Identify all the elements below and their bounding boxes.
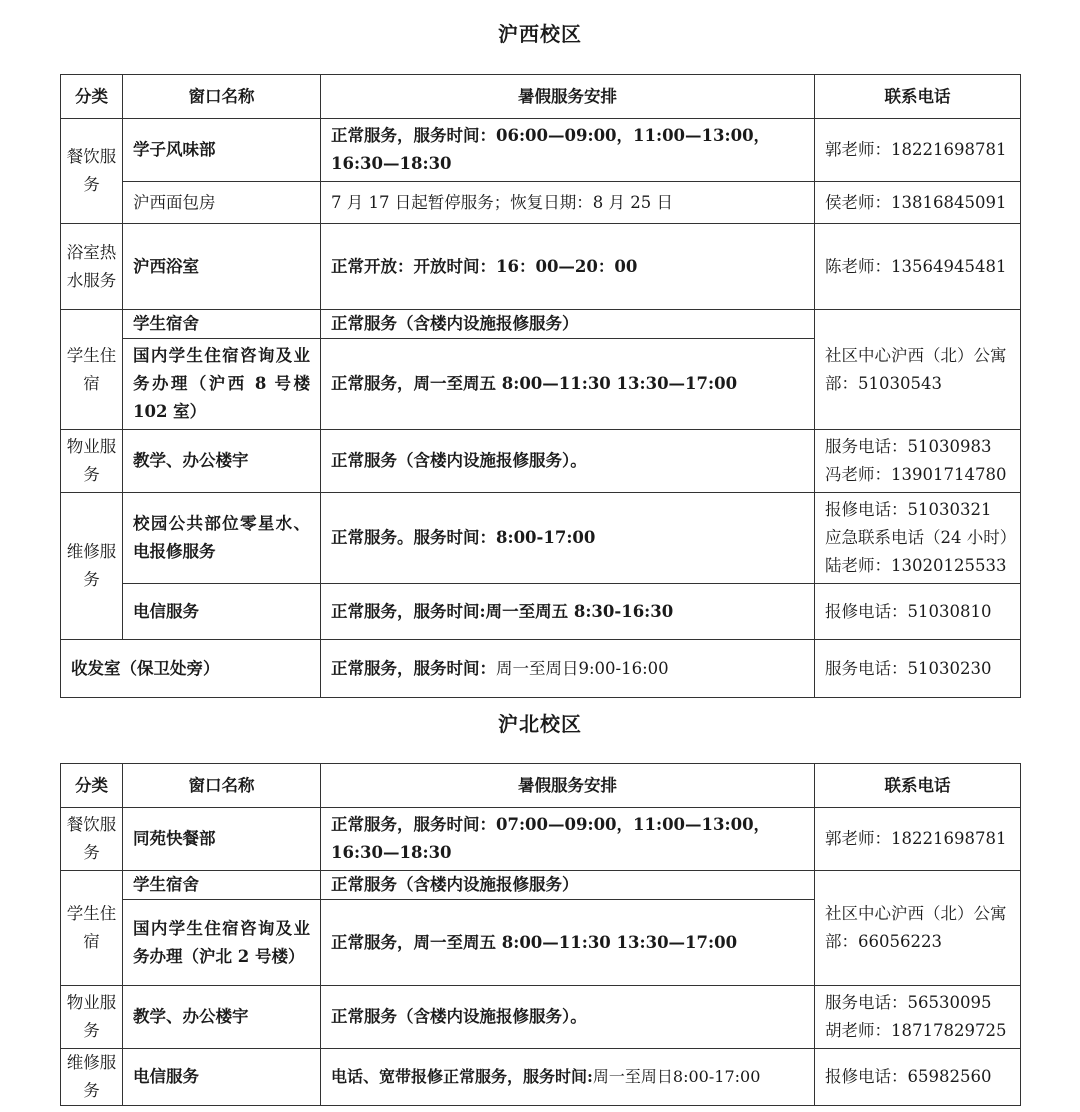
campus-title-huxi: 沪西校区: [498, 22, 582, 46]
table-row: [61, 640, 1021, 698]
contact: [815, 430, 1021, 493]
contact: [815, 493, 1021, 584]
category-property: 物业服务: [61, 986, 123, 1049]
table-header-row: [61, 764, 1021, 808]
window-name: 学子风味部: [123, 119, 321, 182]
table-row: [61, 182, 1021, 224]
table-header-row: [61, 75, 1021, 119]
campus-title-hubei: 沪北校区: [498, 712, 582, 736]
contact-line: 陆老师：13020125533: [825, 556, 1007, 575]
category-bath: 浴室热水服务: [61, 224, 123, 310]
arrangement: 正常开放：开放时间：16：00—20：00: [321, 224, 815, 310]
contact: 报修电话：65982560: [815, 1049, 1021, 1106]
contact: 郭老师：18221698781: [815, 119, 1021, 182]
table-row: [61, 584, 1021, 640]
header-category: 分类: [61, 764, 123, 808]
header-contact: 联系电话: [815, 75, 1021, 119]
arrangement: 7 月 17 日起暂停服务；恢复日期：8 月 25 日: [321, 182, 815, 224]
window-name: 沪西浴室: [123, 224, 321, 310]
arrangement: 正常服务，周一至周五 8:00—11:30 13:30—17:00: [321, 339, 815, 430]
arrangement: 正常服务（含楼内设施报修服务）。: [321, 430, 815, 493]
window-name: 国内学生住宿咨询及业务办理（沪西 8 号楼 102 室）: [123, 339, 321, 430]
header-arrangement: 暑假服务安排: [321, 764, 815, 808]
contact-line: 服务电话：51030983: [825, 437, 992, 456]
header-window-name: 窗口名称: [123, 764, 321, 808]
category-property: 物业服务: [61, 430, 123, 493]
category-dorm: 学生住宿: [61, 310, 123, 430]
window-name: 教学、办公楼宇: [123, 986, 321, 1049]
arrangement-prefix: 电话、宽带报修正常服务，服务时间:: [331, 1067, 593, 1086]
category-dining: 餐饮服务: [61, 808, 123, 871]
window-name: 同苑快餐部: [123, 808, 321, 871]
contact: 社区中心沪西（北）公寓部：51030543: [815, 310, 1021, 430]
arrangement-suffix: 周一至周日8:00-17:00: [592, 1067, 761, 1086]
contact-line: 应急联系电话（24 小时）: [825, 528, 1017, 547]
arrangement-suffix: 周一至周日9:00-16:00: [496, 658, 669, 678]
arrangement: 正常服务，周一至周五 8:00—11:30 13:30—17:00: [321, 900, 815, 986]
arrangement: [321, 640, 815, 698]
contact: 陈老师：13564945481: [815, 224, 1021, 310]
hubei-service-table: [60, 763, 1021, 1106]
arrangement: 正常服务，服务时间：06:00—09:00，11:00—13:00，16:30—18:30: [321, 119, 815, 182]
contact: 郭老师：18221698781: [815, 808, 1021, 871]
arrangement: 正常服务，服务时间:周一至周五 8:30-16:30: [321, 584, 815, 640]
table-row: [61, 986, 1021, 1049]
window-name: 沪西面包房: [123, 182, 321, 224]
contact-line: 胡老师：18717829725: [825, 1021, 1007, 1040]
window-name: 教学、办公楼宇: [123, 430, 321, 493]
table-row: [61, 224, 1021, 310]
table-row: [61, 119, 1021, 182]
contact-line: 报修电话：51030321: [825, 500, 992, 519]
window-name: 电信服务: [123, 1049, 321, 1106]
table-row: [61, 493, 1021, 584]
arrangement: 正常服务（含楼内设施报修服务）: [321, 871, 815, 900]
table-row: [61, 808, 1021, 871]
category-repair: 维修服务: [61, 1049, 123, 1106]
table-row: [61, 871, 1021, 900]
contact-line: 冯老师：13901714780: [825, 465, 1007, 484]
header-category: 分类: [61, 75, 123, 119]
category-repair: 维修服务: [61, 493, 123, 640]
header-contact: 联系电话: [815, 764, 1021, 808]
arrangement-prefix: 正常服务，服务时间：: [331, 658, 496, 678]
header-arrangement: 暑假服务安排: [321, 75, 815, 119]
window-name: 学生宿舍: [123, 871, 321, 900]
contact: 社区中心沪西（北）公寓部：66056223: [815, 871, 1021, 986]
table-row: [61, 1049, 1021, 1106]
window-name: 国内学生住宿咨询及业务办理（沪北 2 号楼）: [123, 900, 321, 986]
window-name: 电信服务: [123, 584, 321, 640]
arrangement: 正常服务（含楼内设施报修服务）。: [321, 986, 815, 1049]
table-row: [61, 310, 1021, 339]
contact: 报修电话：51030810: [815, 584, 1021, 640]
table-row: [61, 430, 1021, 493]
window-name: 校园公共部位零星水、电报修服务: [123, 493, 321, 584]
arrangement: [321, 1049, 815, 1106]
category-dining: 餐饮服务: [61, 119, 123, 224]
category-dorm: 学生住宿: [61, 871, 123, 986]
contact: [815, 986, 1021, 1049]
arrangement: 正常服务。服务时间：8:00-17:00: [321, 493, 815, 584]
window-name: 学生宿舍: [123, 310, 321, 339]
arrangement: 正常服务，服务时间：07:00—09:00，11:00—13:00，16:30—18:30: [321, 808, 815, 871]
huxi-service-table: [60, 74, 1021, 698]
arrangement: 正常服务（含楼内设施报修服务）: [321, 310, 815, 339]
contact-line: 服务电话：56530095: [825, 993, 992, 1012]
header-window-name: 窗口名称: [123, 75, 321, 119]
contact: 侯老师：13816845091: [815, 182, 1021, 224]
window-name-mailroom: 收发室（保卫处旁）: [61, 640, 321, 698]
contact: 服务电话：51030230: [815, 640, 1021, 698]
